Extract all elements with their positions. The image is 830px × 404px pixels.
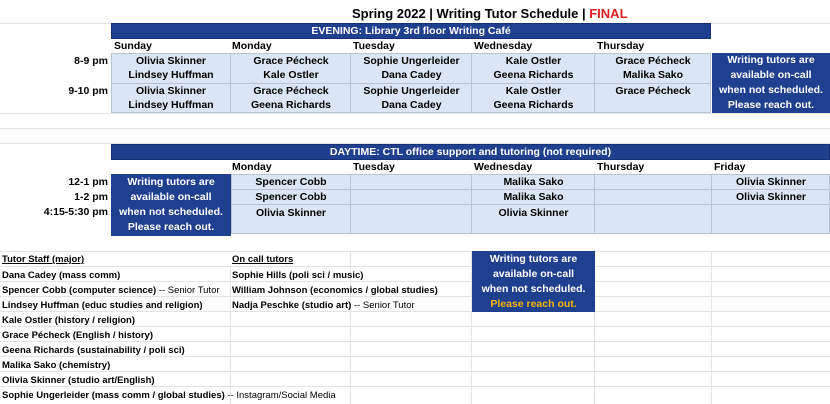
evening-oncall-note: Writing tutors are available on-call when not scheduled. Please reach out. <box>712 53 830 113</box>
staff-item: Geena Richards (sustainability / poli sci) <box>2 345 185 356</box>
evening-time-8-9pm: 8-9 pm <box>74 55 108 67</box>
daytime-day-friday: Friday <box>714 160 828 175</box>
daytime-day-monday: Monday <box>232 160 349 175</box>
staff-item: Spencer Cobb (computer science) -- Senior Tutor <box>2 285 220 296</box>
slot-name: Dana Cadey <box>381 99 442 111</box>
slot-name: Olivia Skinner <box>735 176 807 188</box>
staff-item: Dana Cadey (mass comm) <box>2 270 121 281</box>
staff-item: Kale Ostler (history / religion) <box>2 315 136 326</box>
bottom-oncall-note: Writing tutors are available on-call when not scheduled. Please reach out. <box>472 251 595 312</box>
evening-day-thursday: Thursday <box>597 39 709 54</box>
slot-name: Grace Pécheck <box>253 55 329 67</box>
slot-name: Geena Richards <box>493 69 574 81</box>
slot-name: Malika Sako <box>503 176 564 188</box>
slot-name: Spencer Cobb <box>255 176 327 188</box>
slot-name: Dana Cadey <box>381 69 442 81</box>
evening-header-bar: EVENING: Library 3rd floor Writing Café <box>111 23 711 39</box>
slot-name: Grace Pécheck <box>253 85 329 97</box>
slot-name: Sophie Ungerleider <box>363 55 460 67</box>
slot-name: Grace Pécheck <box>615 85 691 97</box>
title-main: Spring 2022 | Writing Tutor Schedule | <box>352 6 586 21</box>
slot-name: Geena Richards <box>251 99 331 111</box>
staff-item: Lindsey Huffman (educ studies and religion) <box>2 300 203 311</box>
oncall-header: On call tutors <box>232 254 294 265</box>
evening-time-9-10pm: 9-10 pm <box>68 85 108 97</box>
daytime-time-415-530pm: 4:15-5:30 pm <box>43 206 108 218</box>
evening-day-monday: Monday <box>232 39 349 54</box>
slot-name: Olivia Skinner <box>735 191 807 203</box>
slot-name: Geena Richards <box>493 99 574 111</box>
oncall-item: Sophie Hills (poli sci / music) <box>232 270 364 281</box>
evening-day-wednesday: Wednesday <box>474 39 593 54</box>
oncall-item: Nadja Peschke (studio art) -- Senior Tutor <box>232 300 415 311</box>
slot-name: Kale Ostler <box>505 55 562 67</box>
slot-name: Malika Sako <box>503 191 564 203</box>
slot-name: Olivia Skinner <box>255 207 327 219</box>
slot-name: Kale Ostler <box>263 69 319 81</box>
bottom-note-highlight: Please reach out. <box>490 298 577 310</box>
daytime-day-wednesday: Wednesday <box>474 160 593 175</box>
daytime-time-1-2pm: 1-2 pm <box>74 191 108 203</box>
slot-name: Lindsey Huffman <box>128 99 214 111</box>
staff-header: Tutor Staff (major) <box>2 254 85 265</box>
slot-name: Lindsey Huffman <box>128 69 214 81</box>
daytime-oncall-note: Writing tutors are available on-call when not scheduled. Please reach out. <box>111 174 231 236</box>
slot-name: Sophie Ungerleider <box>363 85 460 97</box>
evening-day-tuesday: Tuesday <box>353 39 470 54</box>
slot-name: Spencer Cobb <box>255 191 327 203</box>
slot-name: Olivia Skinner <box>498 207 569 219</box>
staff-item: Grace Pécheck (English / history) <box>2 330 153 341</box>
oncall-list <box>232 268 438 313</box>
page-title <box>352 6 628 22</box>
evening-day-sunday: Sunday <box>114 39 228 54</box>
oncall-item: William Johnson (economics / global studies) <box>232 285 438 296</box>
slot-name: Olivia Skinner <box>135 85 207 97</box>
staff-item: Olivia Skinner (studio art/English) <box>2 375 155 386</box>
daytime-header-bar: DAYTIME: CTL office support and tutoring (not required) <box>111 144 830 160</box>
slot-name: Malika Sako <box>622 69 684 81</box>
title-status: FINAL <box>589 6 628 21</box>
daytime-day-tuesday: Tuesday <box>353 160 470 175</box>
staff-item: Sophie Ungerleider (mass comm / global studies) -- Instagram/Social Media <box>2 390 336 401</box>
slot-name: Olivia Skinner <box>135 55 207 67</box>
staff-item: Malika Sako (chemistry) <box>2 360 111 371</box>
slot-name: Kale Ostler <box>505 85 562 97</box>
slot-name: Grace Pécheck <box>615 55 691 67</box>
daytime-time-12-1pm: 12-1 pm <box>68 176 108 188</box>
daytime-day-thursday: Thursday <box>597 160 709 175</box>
